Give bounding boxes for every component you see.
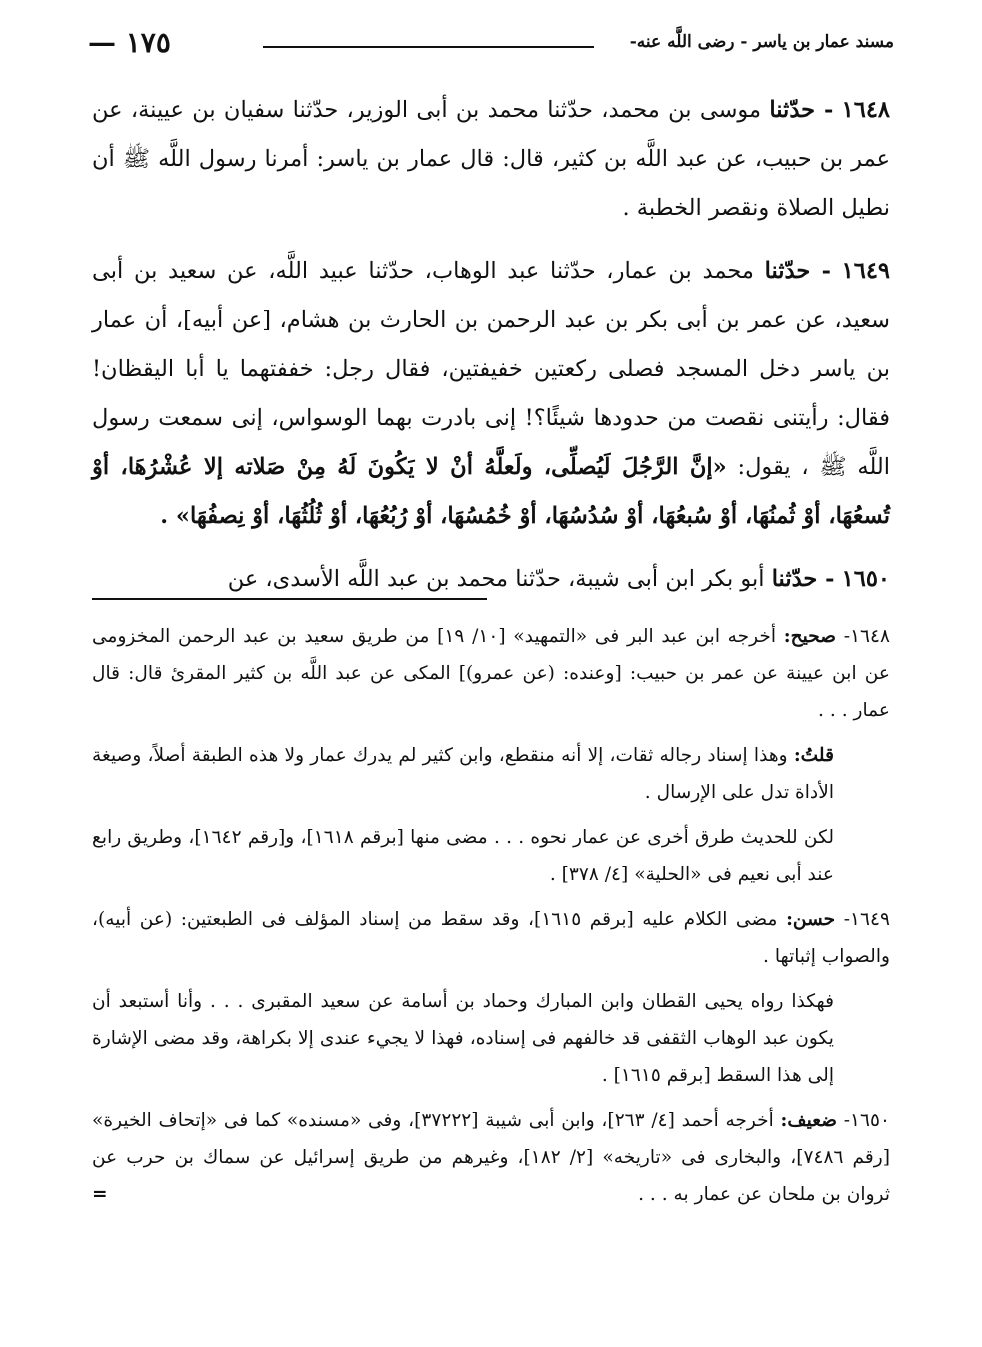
footnote-grade: حسن: [786,909,836,930]
footnote-number: ١٦٤٨- [843,626,891,647]
footnotes [92,618,890,1221]
hadith-opener: حدّثنا [769,97,816,123]
hadith-text: محمد بن عمار، حدّثنا عبد الوهاب، حدّثنا عبيد اللَّه، عن سعيد بن أبى سعيد، عن عمر بن أبى بكر بن عبد الرحمن بن الحارث بن هشام، [عن أبيه]، أن عمار بن ياسر دخل المسجد فصلى ركعتين خفيفتين، فقال رجل: خففتهما يا أبا اليقظان! فقال: رأيتنى نقصت من حدودها شيئًا؟! إنى بادرت بهما الوسواس، إنى سمعت رسول اللَّه ﷺ ، يقول: [92,258,890,480]
hadith-number: ١٦٥٠ [841,566,890,592]
footnote-comment [92,737,890,811]
footnote-lead: قلتُ: [793,745,834,766]
footnote-1648 [92,618,890,729]
hadith-1650: ١٦٥٠ - حدّثنا أبو بكر ابن أبى شيبة، حدّثنا محمد بن عبد اللَّه الأسدى، عن [227,566,890,592]
footnote-1650 [92,1102,890,1213]
footnote-grade: صحيح: [783,626,837,647]
header-rule [263,46,594,48]
main-text [92,86,890,618]
page-header [88,26,894,66]
running-title: مسند عمار بن ياسر - رضى اللَّه عنه- [629,32,894,52]
footnote-text: وهذا إسناد رجاله ثقات، إلا أنه منقطع، وابن كثير لم يدرك عمار ولا هذه الطبقة أصلاً، وصيغة الأداة تدل على الإرسال . [92,745,834,803]
footnote-comment [92,983,890,1094]
page-number-value: ١٧٥ [125,26,171,59]
footnote-number: ١٦٥٠- [843,1110,890,1131]
hadith-1649: ١٦٤٩ - حدّثنا محمد بن عمار، حدّثنا عبد الوهاب، حدّثنا عبيد اللَّه، عن سعيد بن أبى سعيد، عن عمر بن أبى بكر بن عبد الرحمن بن الحارث بن هشام، [عن أبيه]، أن عمار بن ياسر دخل المسجد فصلى ركعتين خفيفتين، فقال رجل: خففتهما يا أبا اليقظان! فقال: رأيتنى نقصت من حدودها شيئًا؟! إنى بادرت بهما الوسواس، إنى سمعت رسول اللَّه ﷺ ، يقول: «إنَّ الرَّجُلَ لَيُصلِّى، ولَعلَّهُ أنْ لا يَكُونَ لَهُ مِنْ صَلاته إلا عُشْرُهَا، أوْ تُسعُهَا، أوْ ثُمنُهَا، أوْ سُبعُهَا، أوْ سُدُسُهَا، أوْ خُمُسُهَا، أوْ رُبُعُهَا، أوْ ثُلُثُهَا، أوْ نِصفُهَا» . [92,258,891,529]
hadith-opener: حدّثنا [764,258,811,284]
footnote-1649 [92,901,890,975]
footnote-comment [92,819,890,893]
footnote-grade: ضعيف: [780,1110,838,1131]
hadith-quote: «إنَّ الرَّجُلَ لَيُصلِّى، ولَعلَّهُ أنْ لا يَكُونَ لَهُ مِنْ صَلاته إلا عُشْرُهَا، أوْ تُسعُهَا، أوْ ثُمنُهَا، أوْ سُبعُهَا، أوْ سُدُسُهَا، أوْ خُمُسُهَا، أوْ رُبُعُهَا، أوْ ثُلُثُهَا، أوْ نِصفُهَا» . [92,454,890,529]
footnote-number: ١٦٤٩- [843,909,890,930]
hadith-text: موسى بن محمد، حدّثنا محمد بن أبى الوزير، حدّثنا سفيان بن عيينة، عن عمر بن حبيب، عن عبد اللَّه بن كثير، قال: قال عمار بن ياسر: أمرنا رسول اللَّه ﷺ أن نطيل الصلاة ونقصر الخطبة . [92,97,890,221]
footnote-separator [92,598,487,600]
hadith-number: ١٦٤٨ [841,97,890,123]
hadith-number: ١٦٤٩ [841,258,891,284]
footnote-text: أخرجه أحمد [٤/ ٢٦٣]، وابن أبى شيبة [٣٧٢٢٢]، وفى «مسنده» كما فى «إتحاف الخيرة» [رقم ٧٤٨٦]، والبخارى فى «تاريخه» [٢/ ١٨٢]، وغيرهم من طريق إسرائيل عن سماك بن حرب عن ثروان بن ملحان عن عمار به . . . [92,1110,890,1205]
hadith-text: أبو بكر ابن أبى شيبة، حدّثنا محمد بن عبد اللَّه الأسدى، عن [227,566,765,592]
footnote-text: فهكذا رواه يحيى القطان وابن المبارك وحماد بن أسامة عن سعيد المقبرى . . . وأنا أستبعد أن يكون عبد الوهاب الثقفى قد خالفهم فى إسناده، فهذا لا يجيء عندى إلا بكراهة، وقد مضى الإشارة إلى هذا السقط [برقم ١٦١٥] . [92,991,834,1086]
footnote-text: أخرجه ابن عبد البر فى «التمهيد» [١٠/ ١٩] من طريق سعيد بن عبد الرحمن المخزومى عن ابن عيينة عن عمر بن حبيب: [وعنده: (عن عمرو)] المكى عن عبد اللَّه بن كثير المقرئ قال: قال عمار . . . [92,626,890,721]
page-number: — ١٧٥ [88,26,171,59]
hadith-1648: ١٦٤٨ - حدّثنا موسى بن محمد، حدّثنا محمد بن أبى الوزير، حدّثنا سفيان بن عيينة، عن عمر بن حبيب، عن عبد اللَّه بن كثير، قال: قال عمار بن ياسر: أمرنا رسول اللَّه ﷺ أن نطيل الصلاة ونقصر الخطبة . [92,97,890,221]
continuation-mark: = [92,1184,108,1205]
footnote-text: مضى الكلام عليه [برقم ١٦١٥]، وقد سقط من إسناد المؤلف فى الطبعتين: (عن أبيه)، والصواب إثباتها . [92,909,890,967]
hadith-opener: حدّثنا [771,566,818,592]
footnote-text: لكن للحديث طرق أخرى عن عمار نحوه . . . مضى منها [برقم ١٦١٨]، و[رقم ١٦٤٢]، وطريق رابع عند أبى نعيم فى «الحلية» [٤/ ٣٧٨] . [92,827,835,885]
